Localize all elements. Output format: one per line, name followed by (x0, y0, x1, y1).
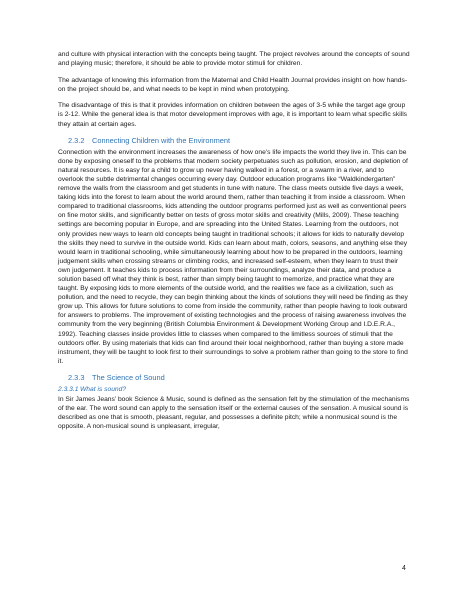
section-heading-2-3-2 (68, 136, 410, 146)
page-number: 4 (402, 565, 406, 572)
section-number: 2.3.2 (68, 136, 85, 146)
paragraph: The advantage of knowing this information from the Maternal and Child Health Journal provides insight on how hands-on the project should be, and what needs to be kept in mind when prototyping. (58, 76, 408, 93)
section-title: The Science of Sound (92, 373, 165, 383)
page-content (58, 50, 410, 434)
paragraph: and culture with physical interaction with the concepts being taught. The project revolves around the concepts of sound and playing music; therefore, it should be able to provide motor stimuli for children. (58, 51, 410, 68)
paragraph: Connection with the environment increases the awareness of how one’s life impacts the world they live in. This can be done by exposing oneself to the problems that modern society perpetuates such as pollution, erosion, and depletion of natural resources. It is easy for a child to grow up never having walked in a forest, or a swarm in a river, and to overlook the subtle detrimental changes occurring every day. Outdoor education programs like “Waldkindergarten” remove the walls from the classroom and get students in tune with nature. The class meets outside five days a week, taking kids into the forest to learn about the world around them, rather than teaching it from inside a classroom. When compared to traditional classrooms, kids attending the outdoor programs performed just as well as conventional peers on fine motor skills, and significantly better on tests of gross motor skills and creativity (Mills, 2009). These teaching settings are becoming popular in Europe, and are spreading into the United States. Learning from the outdoors, not only provides new ways to learn old concepts being taught in traditional schools; it allows for kids to naturally develop the skills they need to survive in the outside world. Kids can learn about math, colors, seasons, and anything else they would learn in traditional schooling, while simultaneously learning about how to be prepared in the outdoors, learning judgement skills when crossing streams or climbing rocks, and increased self-esteem, when they learn to trust their own judgement. It teaches kids to process information from their surroundings, analyze their data, and produce a solution based off what they think is best, rather than simply being taught to memorize, and practice what they are taught. By exposing kids to more elements of the outside world, and the realities we face as a civilization, such as pollution, and the need to recycle, they can begin thinking about the kinds of solutions they will need be finding as they grow up. This allows for future solutions to come from inside the community, rather than people having to look outward for answers to problems. The improvement of existing technologies and the process of raising awareness involves the community from the very beginning (British Columbia Environment & Development Working Group and I.D.E.R.A., 1992). Teaching classes inside provides little to classes when compared to the limitless sources of stimuli that the outdoors offer. By using materials that kids can find around their local neighborhood, rather than buying a store made instrument, they will be taught to look first to their surroundings to solve a problem rather than going to the store to find it. (58, 148, 408, 365)
subsection-heading-2-3-3-1 (58, 385, 410, 394)
section-heading-2-3-3 (68, 373, 410, 383)
subsection-title: What is sound? (80, 385, 127, 393)
paragraph: The disadvantage of this is that it provides information on children between the ages of 3-5 while the target age group is 2-12. While the general idea is that motor development improves with age, it is important to learn what specific skills they attain at certain ages. (58, 102, 408, 128)
section-number: 2.3.3 (68, 373, 85, 383)
subsection-number: 2.3.3.1 (58, 385, 79, 393)
section-title: Connecting Children with the Environment (92, 136, 231, 146)
paragraph: In Sir James Jeans’ book Science & Music, sound is defined as the sensation felt by the stimulation of the mechanisms of the ear. The word sound can apply to the sensation itself or the external causes of the sensation. A musical sound is described as one that is smooth, pleasant, regular, and possesses a definite pitch; while a nonmusical sound is the opposite. A non-musical sound is unpleasant, irregular, (58, 395, 410, 431)
